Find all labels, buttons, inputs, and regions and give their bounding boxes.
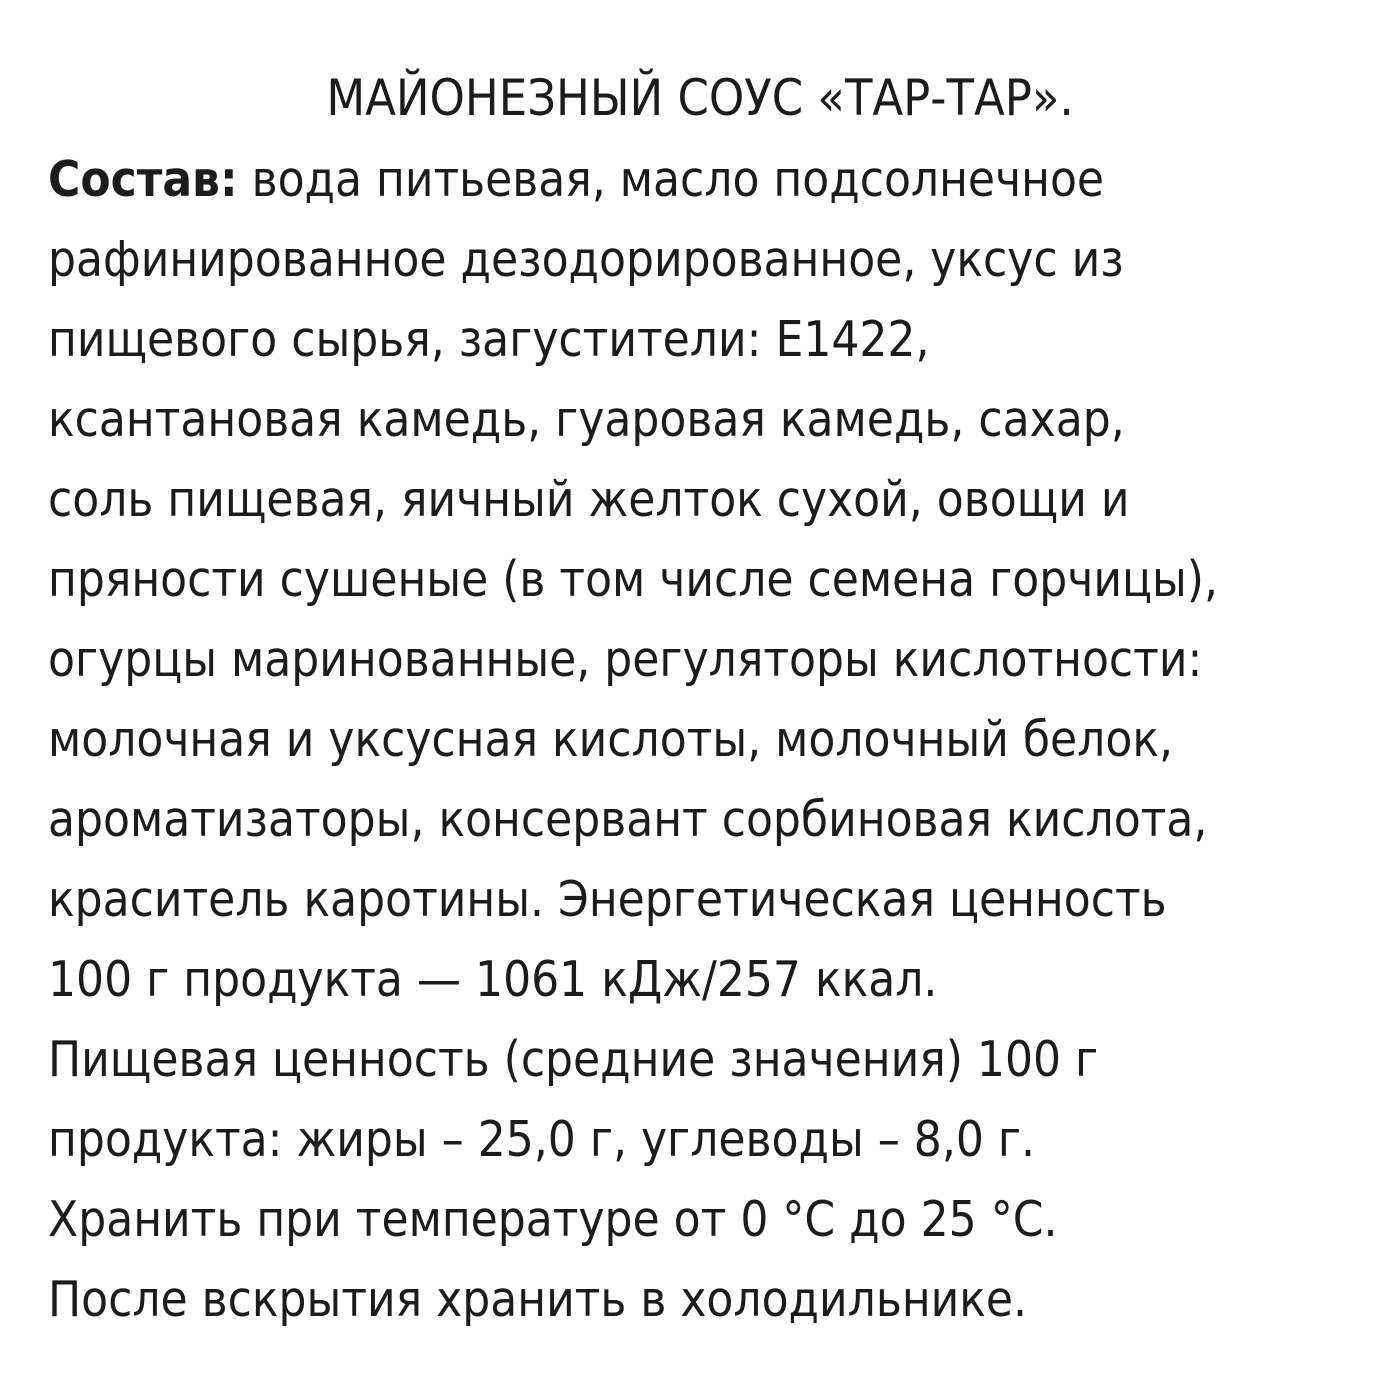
text-line-10: краситель каротины. Энергетическая ценность: [48, 871, 1167, 928]
text-line-3: пищевого сырья, загустители: Е1422,: [48, 311, 930, 368]
text-line-2: рафинированное дезодорированное, уксус из: [48, 231, 1124, 288]
text-line-13: продукта: жиры – 25,0 г, углеводы – 8,0 г.: [48, 1111, 1036, 1168]
text-line-1-content: вода питьевая, масло подсолнечное: [237, 151, 1105, 208]
text-line-8: молочная и уксусная кислоты, молочный белок,: [48, 711, 1173, 768]
text-line-9: ароматизаторы, консервант сорбиновая кислота,: [48, 791, 1208, 848]
text-line-15: После вскрытия хранить в холодильнике.: [48, 1271, 1028, 1328]
product-title: МАЙОНЕЗНЫЙ СОУС «ТАР-ТАР».: [326, 69, 1074, 127]
text-line-1: [48, 140, 1378, 220]
text-line-4: ксантановая камедь, гуаровая камедь, сахар,: [48, 391, 1125, 448]
text-line-12: Пищевая ценность (средние значения) 100 г: [48, 1031, 1099, 1088]
composition-label: Состав:: [48, 151, 238, 208]
text-line-11: 100 г продукта — 1061 кДж/257 ккал.: [48, 951, 938, 1008]
text-line-6: пряности сушеные (в том числе семена горчицы),: [48, 551, 1218, 608]
text-line-7: огурцы маринованные, регуляторы кислотности:: [48, 631, 1203, 688]
composition-text: [48, 140, 1378, 1340]
text-line-14: Хранить при температуре от 0 °С до 25 °С.: [48, 1191, 1058, 1248]
text-line-5: соль пищевая, яичный желток сухой, овощи и: [48, 471, 1130, 528]
